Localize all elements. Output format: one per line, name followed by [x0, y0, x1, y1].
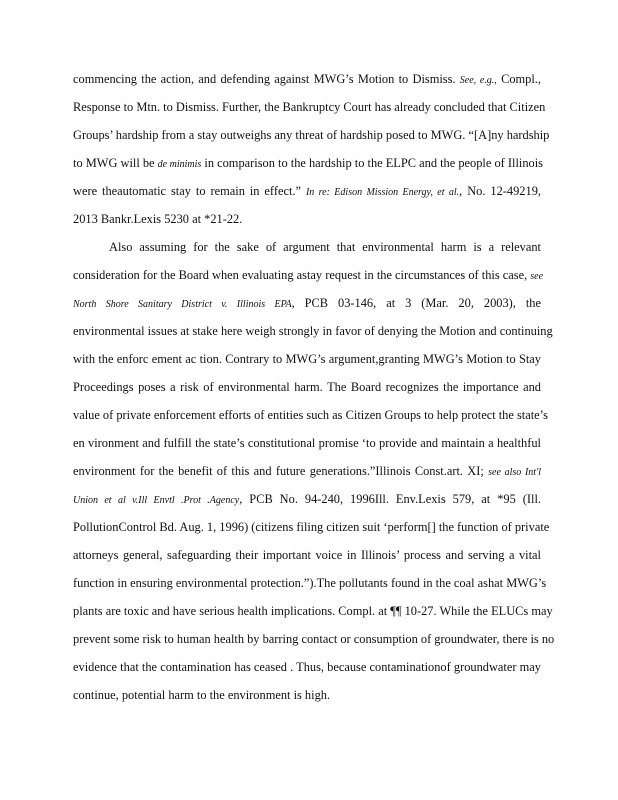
text-segment: 2013 Bankr.Lexis 5230 at *21-22.	[73, 212, 243, 226]
text-segment: Response to Mtn. to Dismiss. Further, the Bankruptcy Court has already concluded that Citizen	[73, 100, 546, 114]
text-line	[73, 210, 541, 228]
text-line	[73, 462, 541, 480]
citation-italic: de minimis	[157, 159, 202, 170]
text-segment: environmental issues at stake here weigh strongly in favor of denying the Motion and continuing	[73, 324, 553, 338]
text-line	[73, 350, 541, 368]
text-segment: Also assuming for the sake of argument that environmental harm is a relevant	[109, 240, 541, 254]
citation-italic: see	[530, 271, 544, 282]
citation-italic: In re: Edison Mission Energy, et al.	[305, 187, 460, 198]
text-line	[73, 574, 547, 592]
text-line	[73, 98, 546, 116]
text-line	[73, 378, 541, 396]
text-line	[73, 434, 541, 452]
text-line	[109, 238, 541, 256]
text-segment: PollutionControl Bd. Aug. 1, 1996) (citizens filing citizen suit ‘perform[] the function of private	[73, 520, 550, 534]
text-line	[73, 406, 548, 424]
text-segment: with the enforc ement ac tion. Contrary to MWG’s argument,granting MWG’s Motion to Stay	[73, 352, 541, 366]
text-segment: were theautomatic stay to remain in effect.”	[73, 184, 306, 198]
text-segment: , No. 12-49219,	[459, 184, 541, 198]
text-segment: environment for the benefit of this and future generations.”Illinois Const.art. XI;	[73, 464, 489, 478]
text-line	[73, 154, 541, 172]
text-segment: attorneys general, safeguarding their important voice in Illinois’ process and serving a vital	[73, 548, 541, 562]
text-line	[73, 266, 544, 284]
text-line	[73, 322, 553, 340]
text-segment: in comparison to the hardship to the ELPC and the people of Illinois	[201, 156, 543, 170]
text-line	[73, 630, 555, 648]
text-line	[73, 490, 541, 508]
text-segment: function in ensuring environmental protection.”).The pollutants found in the coal ashat MWG’s	[73, 576, 547, 590]
text-line	[73, 70, 541, 88]
text-segment: Groups’ hardship from a stay outweighs any threat of hardship posed to MWG. “[A]ny hardship	[73, 128, 550, 142]
text-line	[73, 546, 541, 564]
text-line	[73, 126, 550, 144]
text-segment: to MWG will be	[73, 156, 158, 170]
text-segment: prevent some risk to human health by barring contact or consumption of groundwater, there is no	[73, 632, 555, 646]
text-line	[73, 686, 541, 704]
text-segment: consideration for the Board when evaluating astay request in the circumstances of this case,	[73, 268, 531, 282]
text-line	[73, 182, 541, 200]
text-line	[73, 518, 550, 536]
text-segment: value of private enforcement efforts of entities such as Citizen Groups to help protect the state’s	[73, 408, 548, 422]
text-segment: , PCB 03-146, at 3 (Mar. 20, 2003), the	[291, 296, 542, 310]
text-segment: continue, potential harm to the environment is high.	[73, 688, 331, 702]
text-segment: commencing the action, and defending against MWG’s Motion to Dismiss.	[73, 72, 460, 86]
text-segment: Compl.,	[496, 72, 541, 86]
text-segment: , PCB No. 94-240, 1996Ill. Env.Lexis 579, at *95 (Ill.	[239, 492, 541, 506]
text-segment: evidence that the contamination has ceased . Thus, because contaminationof groundwater may	[73, 660, 541, 674]
text-segment: Proceedings poses a risk of environmental harm. The Board recognizes the importance and	[73, 380, 541, 394]
citation-italic: See, e.g.,	[459, 75, 497, 86]
text-line	[73, 658, 541, 676]
citation-italic: North Shore Sanitary District v. Illinois EPA	[73, 299, 292, 310]
text-line	[73, 294, 541, 312]
text-line	[73, 602, 553, 620]
text-segment: en vironment and fulfill the state’s constitutional promise ‘to provide and maintain a healthful	[73, 436, 541, 450]
citation-italic: Union et al v.Ill Envtl .Prot .Agency	[73, 495, 240, 506]
text-segment: plants are toxic and have serious health implications. Compl. at ¶¶ 10-27. While the ELUCs may	[73, 604, 553, 618]
citation-italic: see also Int'l	[488, 467, 541, 478]
